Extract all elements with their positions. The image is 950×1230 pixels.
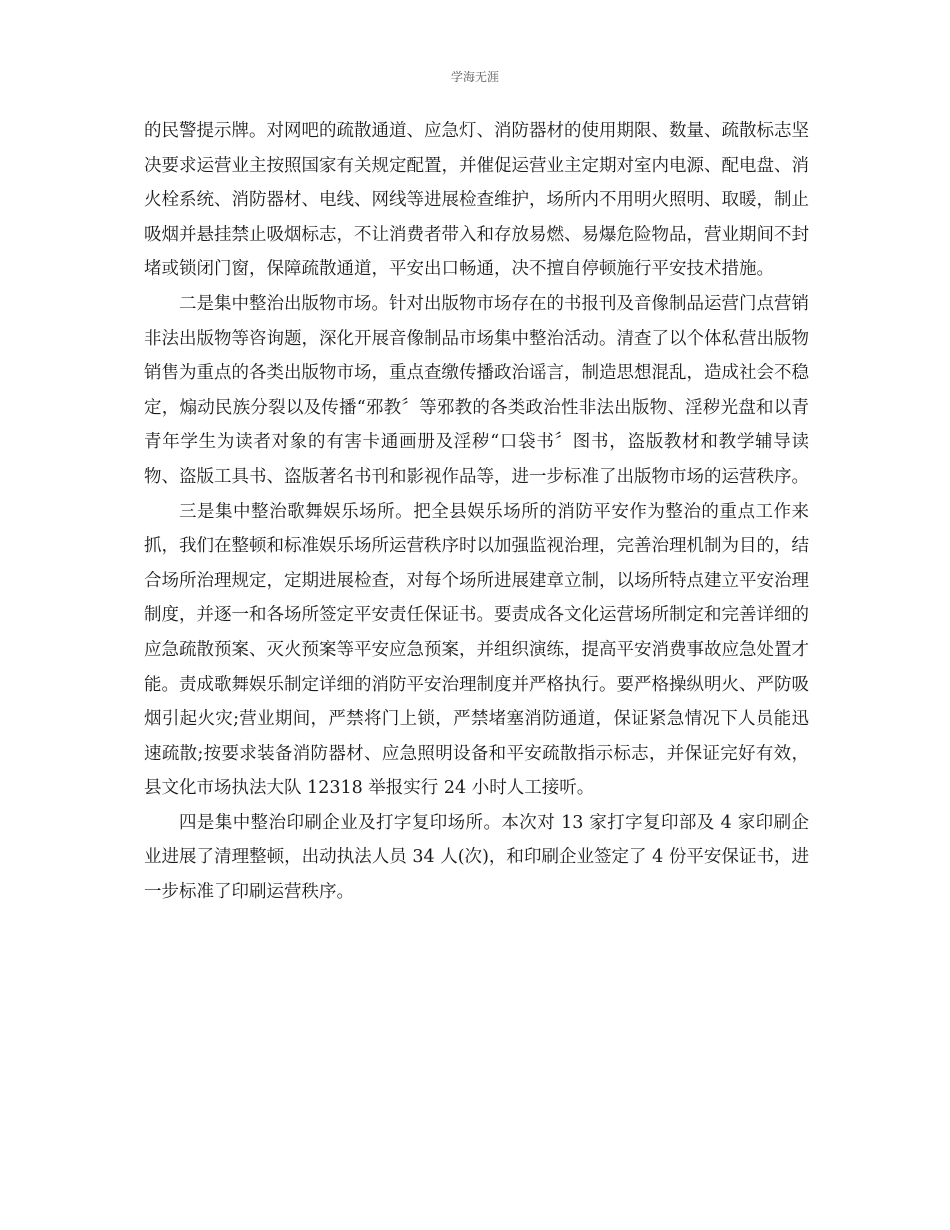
paragraph-4: 四是集中整治印刷企业及打字复印场所。本次对 13 家打字复印部及 4 家印刷企业进展了清理整顿，出动执法人员 34 人(次)，和印刷企业签定了 4 份平安保证书，进一步标准了印刷运营秩序。	[144, 812, 809, 903]
paragraph-2: 二是集中整治出版物市场。针对出版物市场存在的书报刊及音像制品运营门点营销非法出版物等咨询题，深化开展音像制品市场集中整治活动。清查了以个体私营出版物销售为重点的各类出版物市场，重点查缴传播政治谣言，制造思想混乱，造成社会不稳定，煽动民族分裂以及传播“邪教〞等邪教的各类政治性非法出版物、淫秽光盘和以青青年学生为读者对象的有害卡通画册及淫秽“口袋书〞图书，盗版教材和教学辅导读物、盗版工具书、盗版著名书刊和影视作品等，进一步标准了出版物市场的运营秩序。	[144, 293, 809, 487]
paragraph-3: 三是集中整治歌舞娱乐场所。把全县娱乐场所的消防平安作为整治的重点工作来抓，我们在整顿和标准娱乐场所运营秩序时以加强监视治理，完善治理机制为目的，结合场所治理规定，定期进展检查，对每个场所进展建章立制，以场所特点建立平安治理制度，并逐一和各场所签定平安责任保证书。要责成各文化运营场所制定和完善详细的应急疏散预案、灭火预案等平安应急预案，并组织演练，提高平安消费事故应急处置才能。责成歌舞娱乐制定详细的消防平安治理制度并严格执行。要严格操纵明火、严防吸烟引起火灾;营业期间，严禁将门上锁，严禁堵塞消防通道，保证紧急情况下人员能迅速疏散;按要求装备消防器材、应急照明设备和平安疏散指示标志，并保证完好有效，县文化市场执法大队 12318 举报实行 24 小时人工接听。	[144, 501, 809, 799]
page-header: 学海无涯	[450, 70, 499, 84]
document-body	[144, 114, 809, 910]
paragraph-1: 的民警提示牌。对网吧的疏散通道、应急灯、消防器材的使用期限、数量、疏散标志坚决要求运营业主按照国家有关规定配置，并催促运营业主定期对室内电源、配电盘、消火栓系统、消防器材、电线、网线等进展检查维护，场所内不用明火照明、取暖，制止吸烟并悬挂禁止吸烟标志，不让消费者带入和存放易燃、易爆危险物品，营业期间不封堵或锁闭门窗，保障疏散通道，平安出口畅通，决不擅自停顿施行平安技术措施。	[144, 121, 809, 280]
